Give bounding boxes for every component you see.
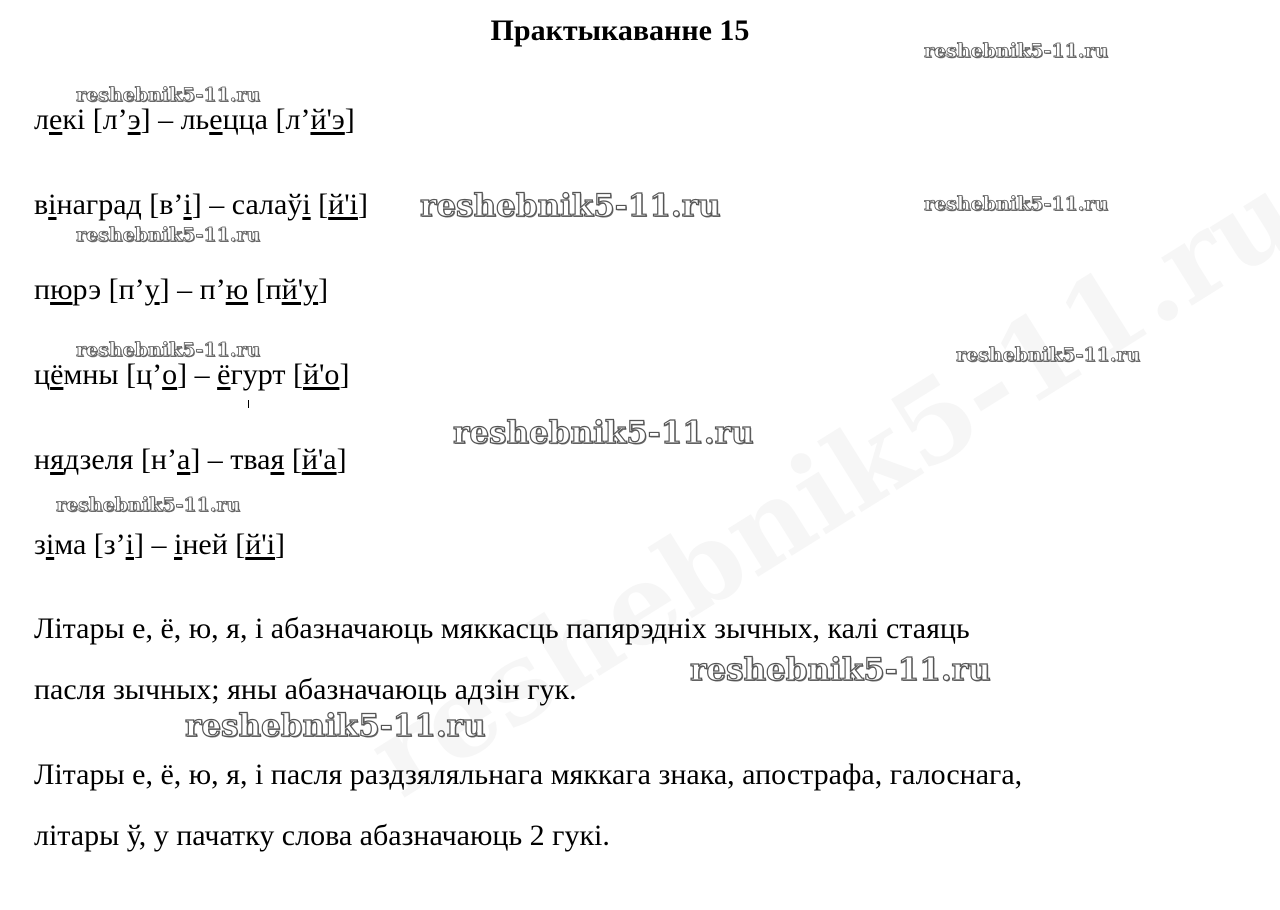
underlined-letter: і [125,528,134,561]
word-pair-line [34,273,328,307]
underlined-letter: а [176,443,191,476]
underlined-letter: ё [50,358,64,391]
watermark: reshebnik5-11.ru [56,494,241,516]
text-segment: кі [л’ [62,103,128,136]
text-segment: ] [357,188,368,221]
text-segment: п [34,273,51,306]
text-segment: мны [ц’ [63,358,163,391]
text-segment: ма [з’ [54,528,126,561]
underlined-letter: ю [225,273,249,306]
watermark: reshebnik5-11.ru [185,708,486,744]
text-segment: дзеля [н’ [63,443,177,476]
underlined-letter: е [209,103,223,136]
text-segment: ] – салаў [191,188,303,221]
rule-paragraph-line: пасля зычных; яны абазначаюць адзін гук. [34,673,577,706]
stray-mark [248,400,249,408]
diagonal-watermark [347,147,1280,821]
text-segment: н [34,443,51,476]
text-segment: ] [275,528,286,561]
watermark: reshebnik5-11.ru [76,84,261,106]
page-title: Практыкаванне 15 [490,14,750,47]
underlined-letter: у [144,273,160,306]
watermark: reshebnik5-11.ru [924,193,1109,215]
underlined-letter: і [48,188,57,221]
text-segment: ] – п’ [159,273,226,306]
text-segment: ц [34,358,51,391]
watermark: reshebnik5-11.ru [76,224,261,246]
text-segment: ] – [177,358,218,391]
word-pair-line [34,103,355,137]
underlined-letter: й'э [310,103,345,136]
text-segment: ] – [133,528,174,561]
watermark: reshebnik5-11.ru [924,40,1109,62]
text-segment: наград [в’ [56,188,184,221]
text-segment: цца [л’ [222,103,311,136]
underlined-letter: я [50,443,64,476]
rule-paragraph-line: Літары е, ё, ю, я, і абазначаюць мяккасць папярэдніх зычных, калі стаяць [34,612,970,645]
underlined-letter: і [45,528,55,561]
watermark: reshebnik5-11.ru [453,415,754,451]
text-segment: ] [339,358,350,391]
underlined-letter: о [162,358,178,391]
text-segment: ] [318,273,329,306]
underlined-letter: і [183,188,192,221]
watermark: reshebnik5-11.ru [420,188,721,224]
underlined-letter: й'і [328,188,358,221]
text-segment: з [34,528,46,561]
rule-paragraph-line: літары ў, у пачатку слова абазначаюць 2 гукі. [34,819,610,852]
underlined-letter: й'у [281,273,319,306]
watermark: reshebnik5-11.ru [76,339,261,361]
underlined-letter: е [48,103,63,136]
text-segment: ] – ль [140,103,210,136]
word-pair-line [34,528,285,562]
underlined-letter: ю [50,273,73,306]
watermark: reshebnik5-11.ru [690,652,991,688]
text-segment: [п [248,273,282,306]
text-segment: ] [336,443,347,476]
text-segment: ней [ [182,528,246,561]
rule-paragraph-line: Літары е, ё, ю, я, і пасля раздзяляльнага мяккага знака, апострафа, галоснага, [34,758,1023,791]
text-segment: ] [344,103,355,136]
text-segment: рэ [п’ [72,273,145,306]
word-pair-line [34,443,347,477]
underlined-letter: й'і [245,528,276,561]
text-segment: л [34,103,49,136]
underlined-letter: й'а [301,443,337,476]
underlined-letter: э [127,103,141,136]
underlined-letter: я [270,443,285,476]
text-segment: [ [284,443,302,476]
text-segment: гурт [ [230,358,303,391]
text-segment: в [34,188,49,221]
text-segment: ] – тва [190,443,271,476]
underlined-letter: ё [217,358,231,391]
underlined-letter: і [302,188,311,221]
underlined-letter: і [173,528,183,561]
underlined-letter: й'о [302,358,340,391]
word-pair-line [34,358,349,392]
watermark: reshebnik5-11.ru [956,344,1141,366]
word-pair-line [34,188,368,222]
text-segment: [ [310,188,329,221]
